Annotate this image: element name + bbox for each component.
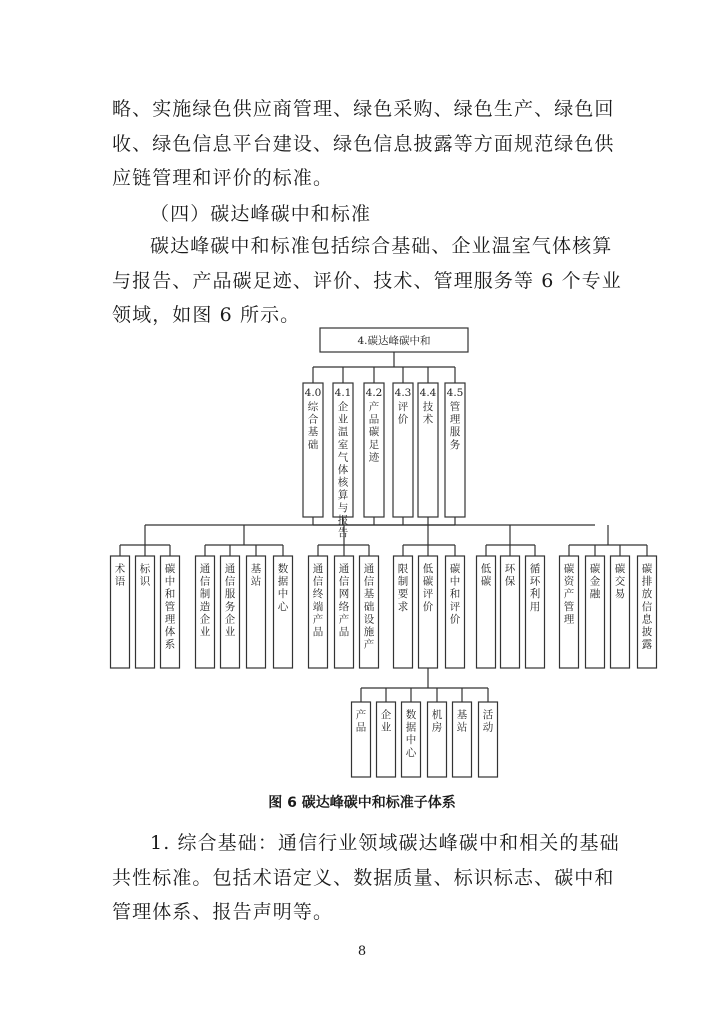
level1-number: 4.5 <box>446 387 464 399</box>
root-label: 4.碳达峰碳中和 <box>357 335 431 347</box>
level2-label: 低碳评价 <box>422 563 434 613</box>
body-paragraph-top: 略、实施绿色供应商管理、绿色采购、绿色生产、绿色回收、绿色信息平台建设、绿色信息披露等方面规范绿色供应链管理和评价的标准。 <box>112 98 615 189</box>
level2-label: 低碳 <box>480 563 492 588</box>
level2-label: 碳排放信息披露 <box>641 563 653 651</box>
level1-label: 管理服务 <box>449 401 461 451</box>
level2-label: 碳资产管理 <box>563 563 575 626</box>
level2-label: 碳金融 <box>589 563 601 601</box>
level3-label: 基站 <box>456 709 468 734</box>
level2-label: 标识 <box>139 563 151 588</box>
level2-label: 碳交易 <box>614 563 626 601</box>
level1-label: 技术 <box>422 401 434 426</box>
level2-label: 通信终端产品 <box>312 563 324 638</box>
level3-label: 企业 <box>380 709 392 734</box>
body-paragraph-item1: 1. 综合基础：通信行业领域碳达峰碳中和相关的基础共性标准。包括术语定义、数据质量、标识标志、碳中和管理体系、报告声明等。 <box>112 832 620 923</box>
level2-label: 碳中和管理体系 <box>164 563 176 651</box>
level3-label: 数据中心 <box>405 709 417 759</box>
level1-number: 4.1 <box>334 387 352 399</box>
body-paragraph-intro: 碳达峰碳中和标准包括综合基础、企业温室气体核算与报告、产品碳足迹、评价、技术、管理服务等 6 个专业领域，如图 6 所示。 <box>112 235 622 326</box>
level1-number: 4.4 <box>419 387 437 399</box>
page-number: 8 <box>357 944 367 959</box>
level3-label: 机房 <box>431 709 443 734</box>
level1-label: 企业温室气体核算与报告 <box>337 401 349 539</box>
level2-label: 术语 <box>114 563 126 588</box>
level2-label: 通信网络产品 <box>338 563 350 638</box>
level1-label: 评价 <box>397 401 409 426</box>
level2-label: 环保 <box>504 563 516 588</box>
level2-label: 通信服务企业 <box>224 563 236 638</box>
level1-label: 产品碳足迹 <box>368 401 380 464</box>
figure-caption: 图 6 碳达峰碳中和标准子体系 <box>268 795 456 811</box>
level2-label: 通信基础设施产 <box>363 563 375 651</box>
level2-label: 通信制造企业 <box>199 563 211 638</box>
level2-label: 基站 <box>250 563 262 588</box>
level3-label: 产品 <box>355 709 367 734</box>
section-heading: （四）碳达峰碳中和标准 <box>150 203 372 225</box>
level1-number: 4.2 <box>365 387 383 399</box>
level1-number: 4.0 <box>304 387 322 399</box>
level2-label: 循环利用 <box>529 563 541 613</box>
level3-label: 活动 <box>482 709 494 734</box>
level2-label: 数据中心 <box>277 563 289 613</box>
level2-label: 限制要求 <box>397 563 409 613</box>
level1-number: 4.3 <box>394 387 412 399</box>
level1-label: 综合基础 <box>307 401 319 451</box>
level2-label: 碳中和评价 <box>449 563 461 626</box>
